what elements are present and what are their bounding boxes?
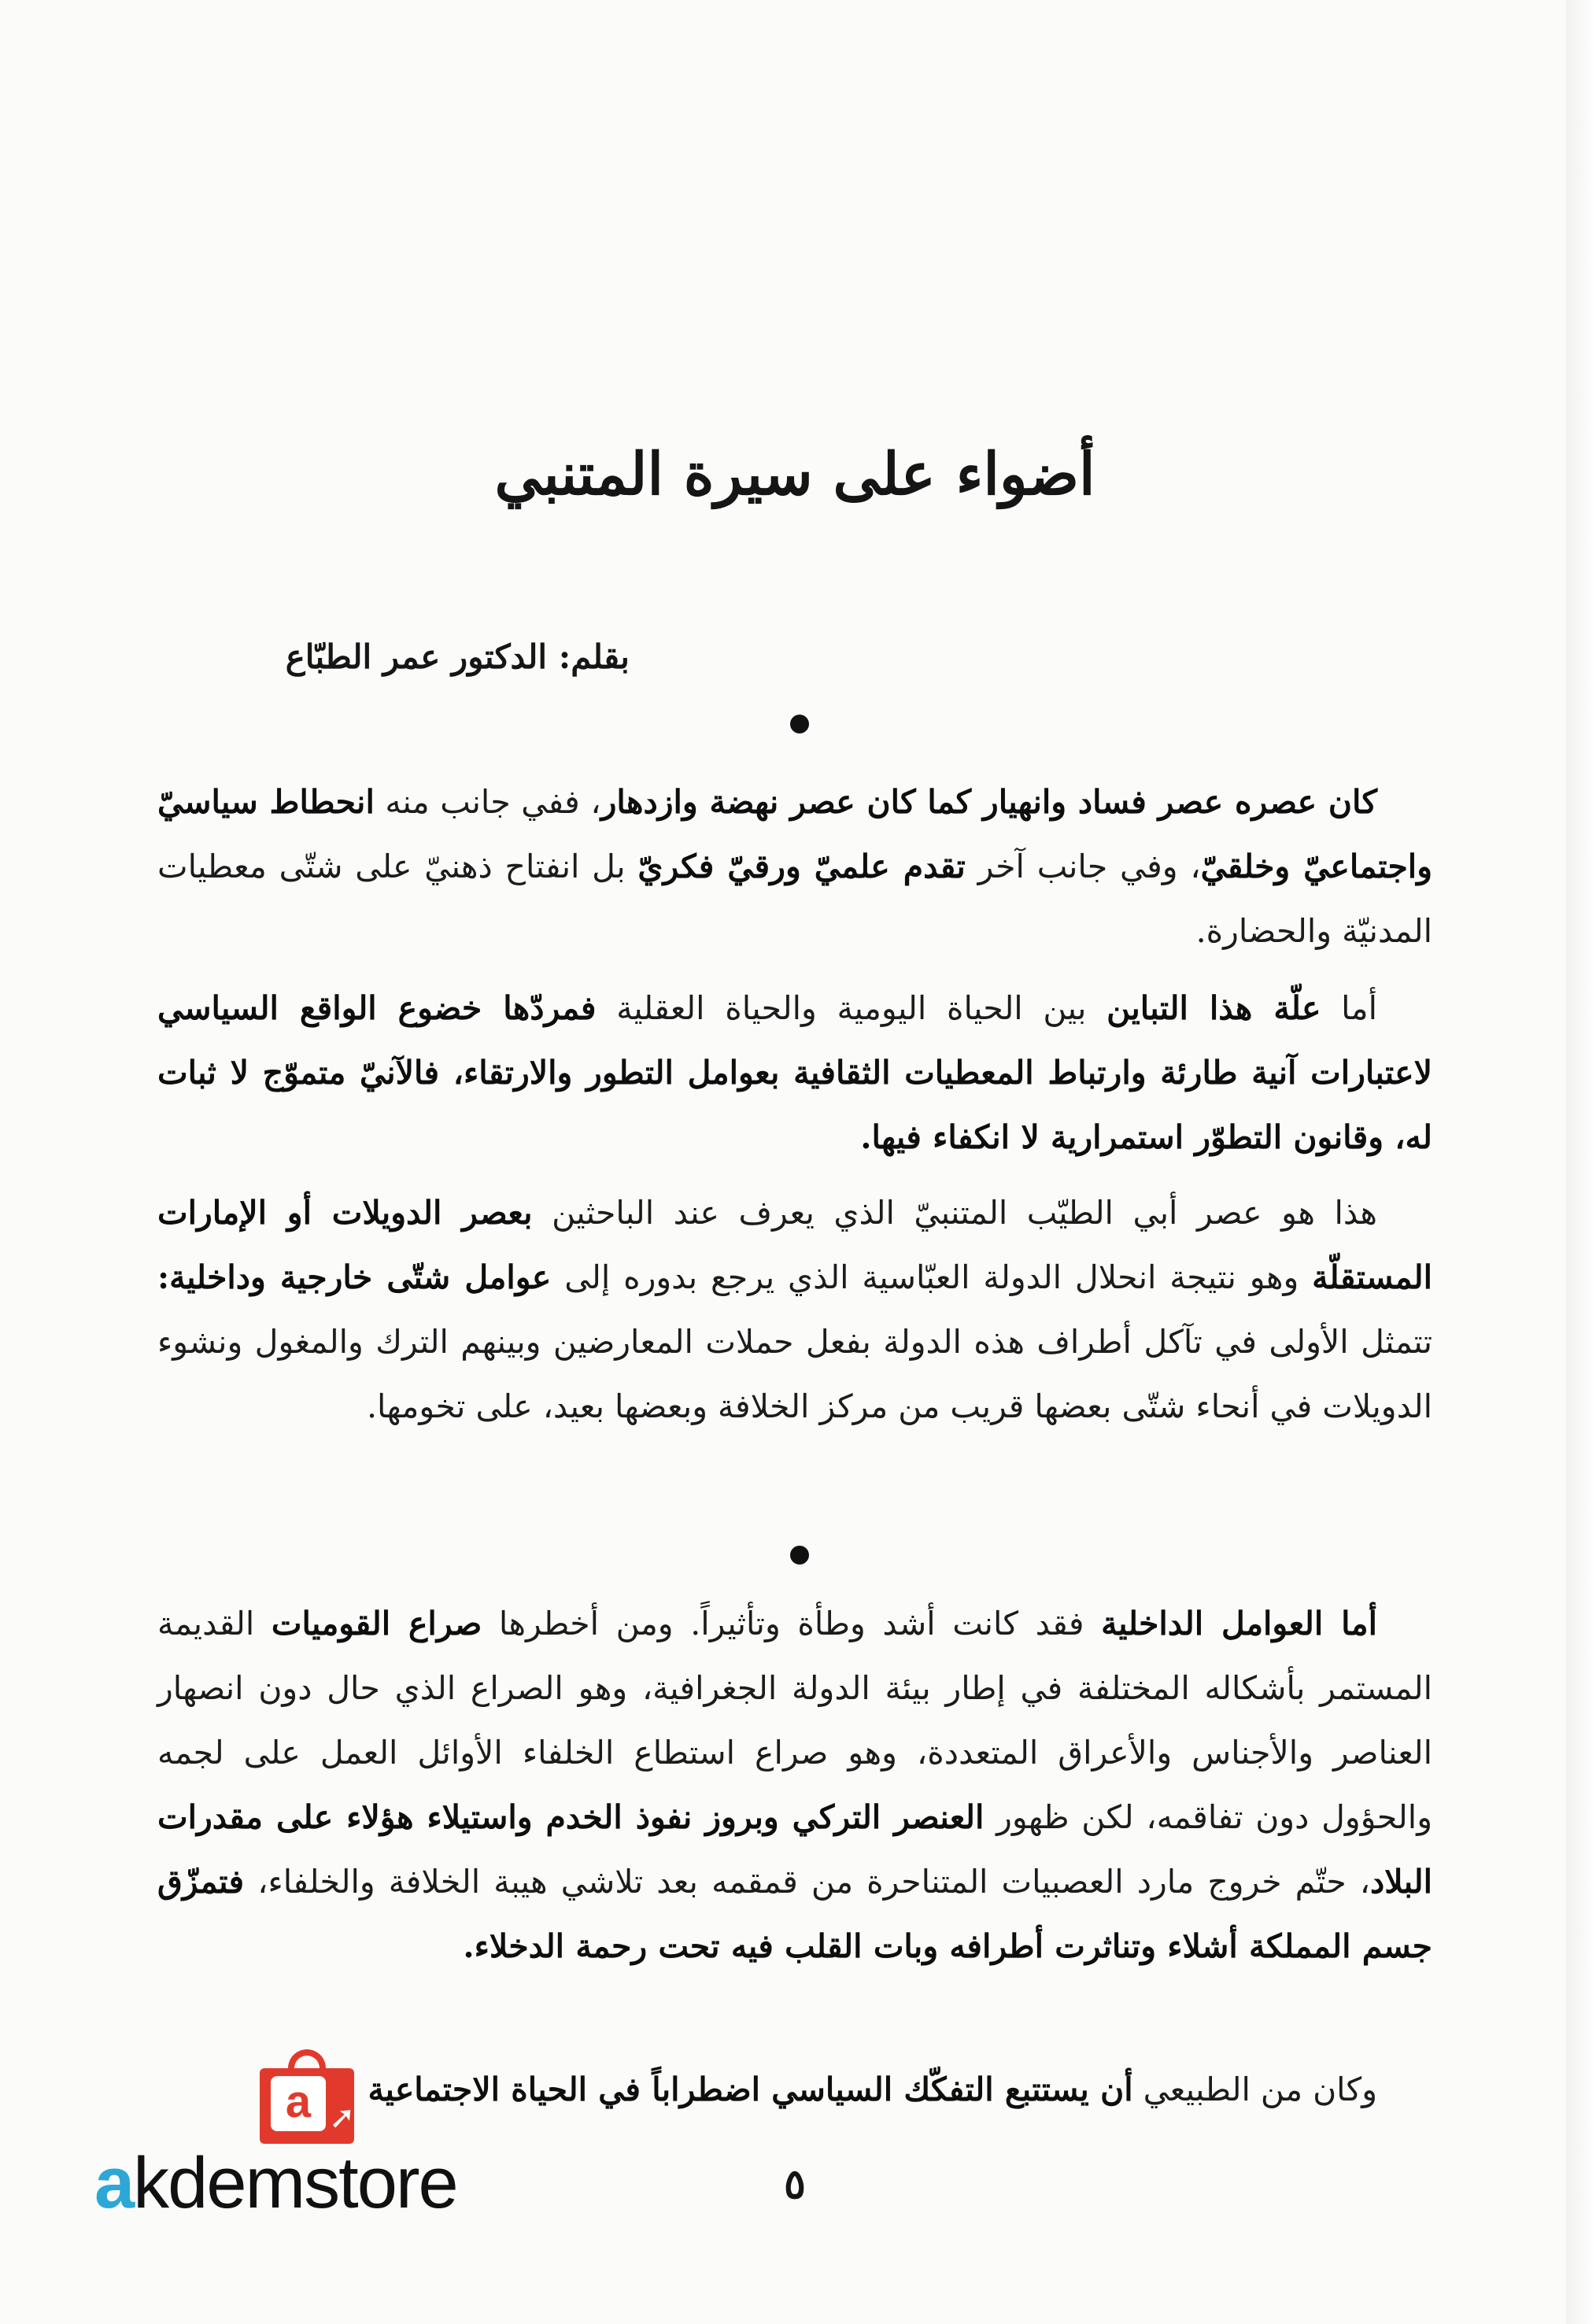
text-run: وكان من الطبيعي [1132,2071,1377,2108]
bold-text-run: علّة هذا التباين [1106,989,1321,1027]
bold-text-run: بعصر الدويلات أو الإمارات المستقلّة [157,1194,1432,1296]
text-run: ، وفي جانب آخر [965,848,1201,885]
text-run: القديمة المستمر بأشكاله المختلفة في إطار بيئة الدولة الجغرافية، وهو الصراع الذي حال دون انصهار العناصر والأجناس والأعراق المتعددة، وهو صراع استطاع الخلفاء الأوائل العمل على لجمه والحؤول دون تفاقمه، لكن ظهور [157,1605,1432,1836]
bold-text-run: صراع القوميات [271,1605,482,1642]
bold-text-run: أن يستتبع التفكّك السياسي اضطراباً في الحياة الاجتماعية [368,2071,1133,2108]
bold-text-run: كان عصره عصر فساد وانهيار كما كان عصر نهضة وازدهار [600,783,1378,821]
bold-text-run: انحطاط سياسيّ واجتماعيّ وخلقيّ [157,783,1432,885]
paragraph-1 [157,770,1432,963]
page-title: أضواء على سيرة المتنبي [494,441,1095,508]
section-bullet-2 [790,1546,809,1565]
watermark-logo [94,2068,519,2223]
text-run: بل انفتاح ذهنيّ على شتّى معطيات المدنيّة والحضارة. [157,848,1432,950]
text-run: بين الحياة اليومية والحياة العقلية [596,989,1107,1027]
bold-text-run: فمردّها خضوع الواقع السياسي لاعتبارات آنية طارئة وارتباط المعطيات الثقافية بعوامل التطور والارتقاء، فالآنيّ متموّج لا ثبات له، وقانون التطوّر استمرارية لا انكفاء فيها. [157,989,1432,1156]
bold-text-run: تقدم علميّ ورقيّ فكريّ [637,848,966,885]
bold-text-run: عوامل شتّى خارجية وداخلية: [157,1258,552,1296]
page-edge [1566,0,1596,2324]
paragraph-4 [157,1591,1432,1979]
text-run: فقد كانت أشد وطأة وتأثيراً. ومن أخطرها [482,1605,1102,1642]
watermark-text-prefix: a [94,2143,134,2223]
logo-letter: a [271,2076,326,2131]
text-run: ، حتّم خروج مارد العصبيات المتناحرة من قمقمه بعد تلاشي هيبة الخلافة والخلفاء، [244,1863,1371,1901]
text-run: هذا هو عصر أبي الطيّب المتنبيّ الذي يعرف عند الباحثين [532,1194,1378,1232]
shopping-bag-icon [260,2068,354,2144]
text-run: ، ففي جانب منه [374,783,601,821]
paragraph-3 [157,1180,1432,1439]
watermark-text-rest: kdemstore [133,2143,457,2223]
bold-text-run: أما العوامل الداخلية [1101,1605,1377,1642]
cursor-icon: ➚ [329,2100,356,2136]
section-bullet-1 [790,715,809,733]
watermark-text [94,2142,457,2225]
text-run: تتمثل الأولى في تآكل أطراف هذه الدولة بفعل حملات المعارضين وبينهم الترك والمغول ونشوء الدويلات في أنحاء شتّى بعضها قريب من مركز الخلافة وبعضها بعيد، على تخومها. [157,1323,1432,1425]
text-run: وهو نتيجة انحلال الدولة العبّاسية الذي يرجع بدوره إلى [551,1258,1313,1296]
bold-text-run: العنصر التركي وبروز نفوذ الخدم واستيلاء هؤلاء على مقدرات البلاد [157,1798,1432,1901]
bold-text-run: فتمزّق جسم المملكة أشلاء وتناثرت أطرافه وبات القلب فيه تحت رحمة الدخلاء. [157,1863,1432,1965]
author-byline: بقلم: الدكتور عمر الطبّاع [285,637,630,676]
paragraph-2 [157,976,1432,1169]
page-number: ٥ [784,2160,806,2208]
text-run: أما [1321,989,1377,1027]
